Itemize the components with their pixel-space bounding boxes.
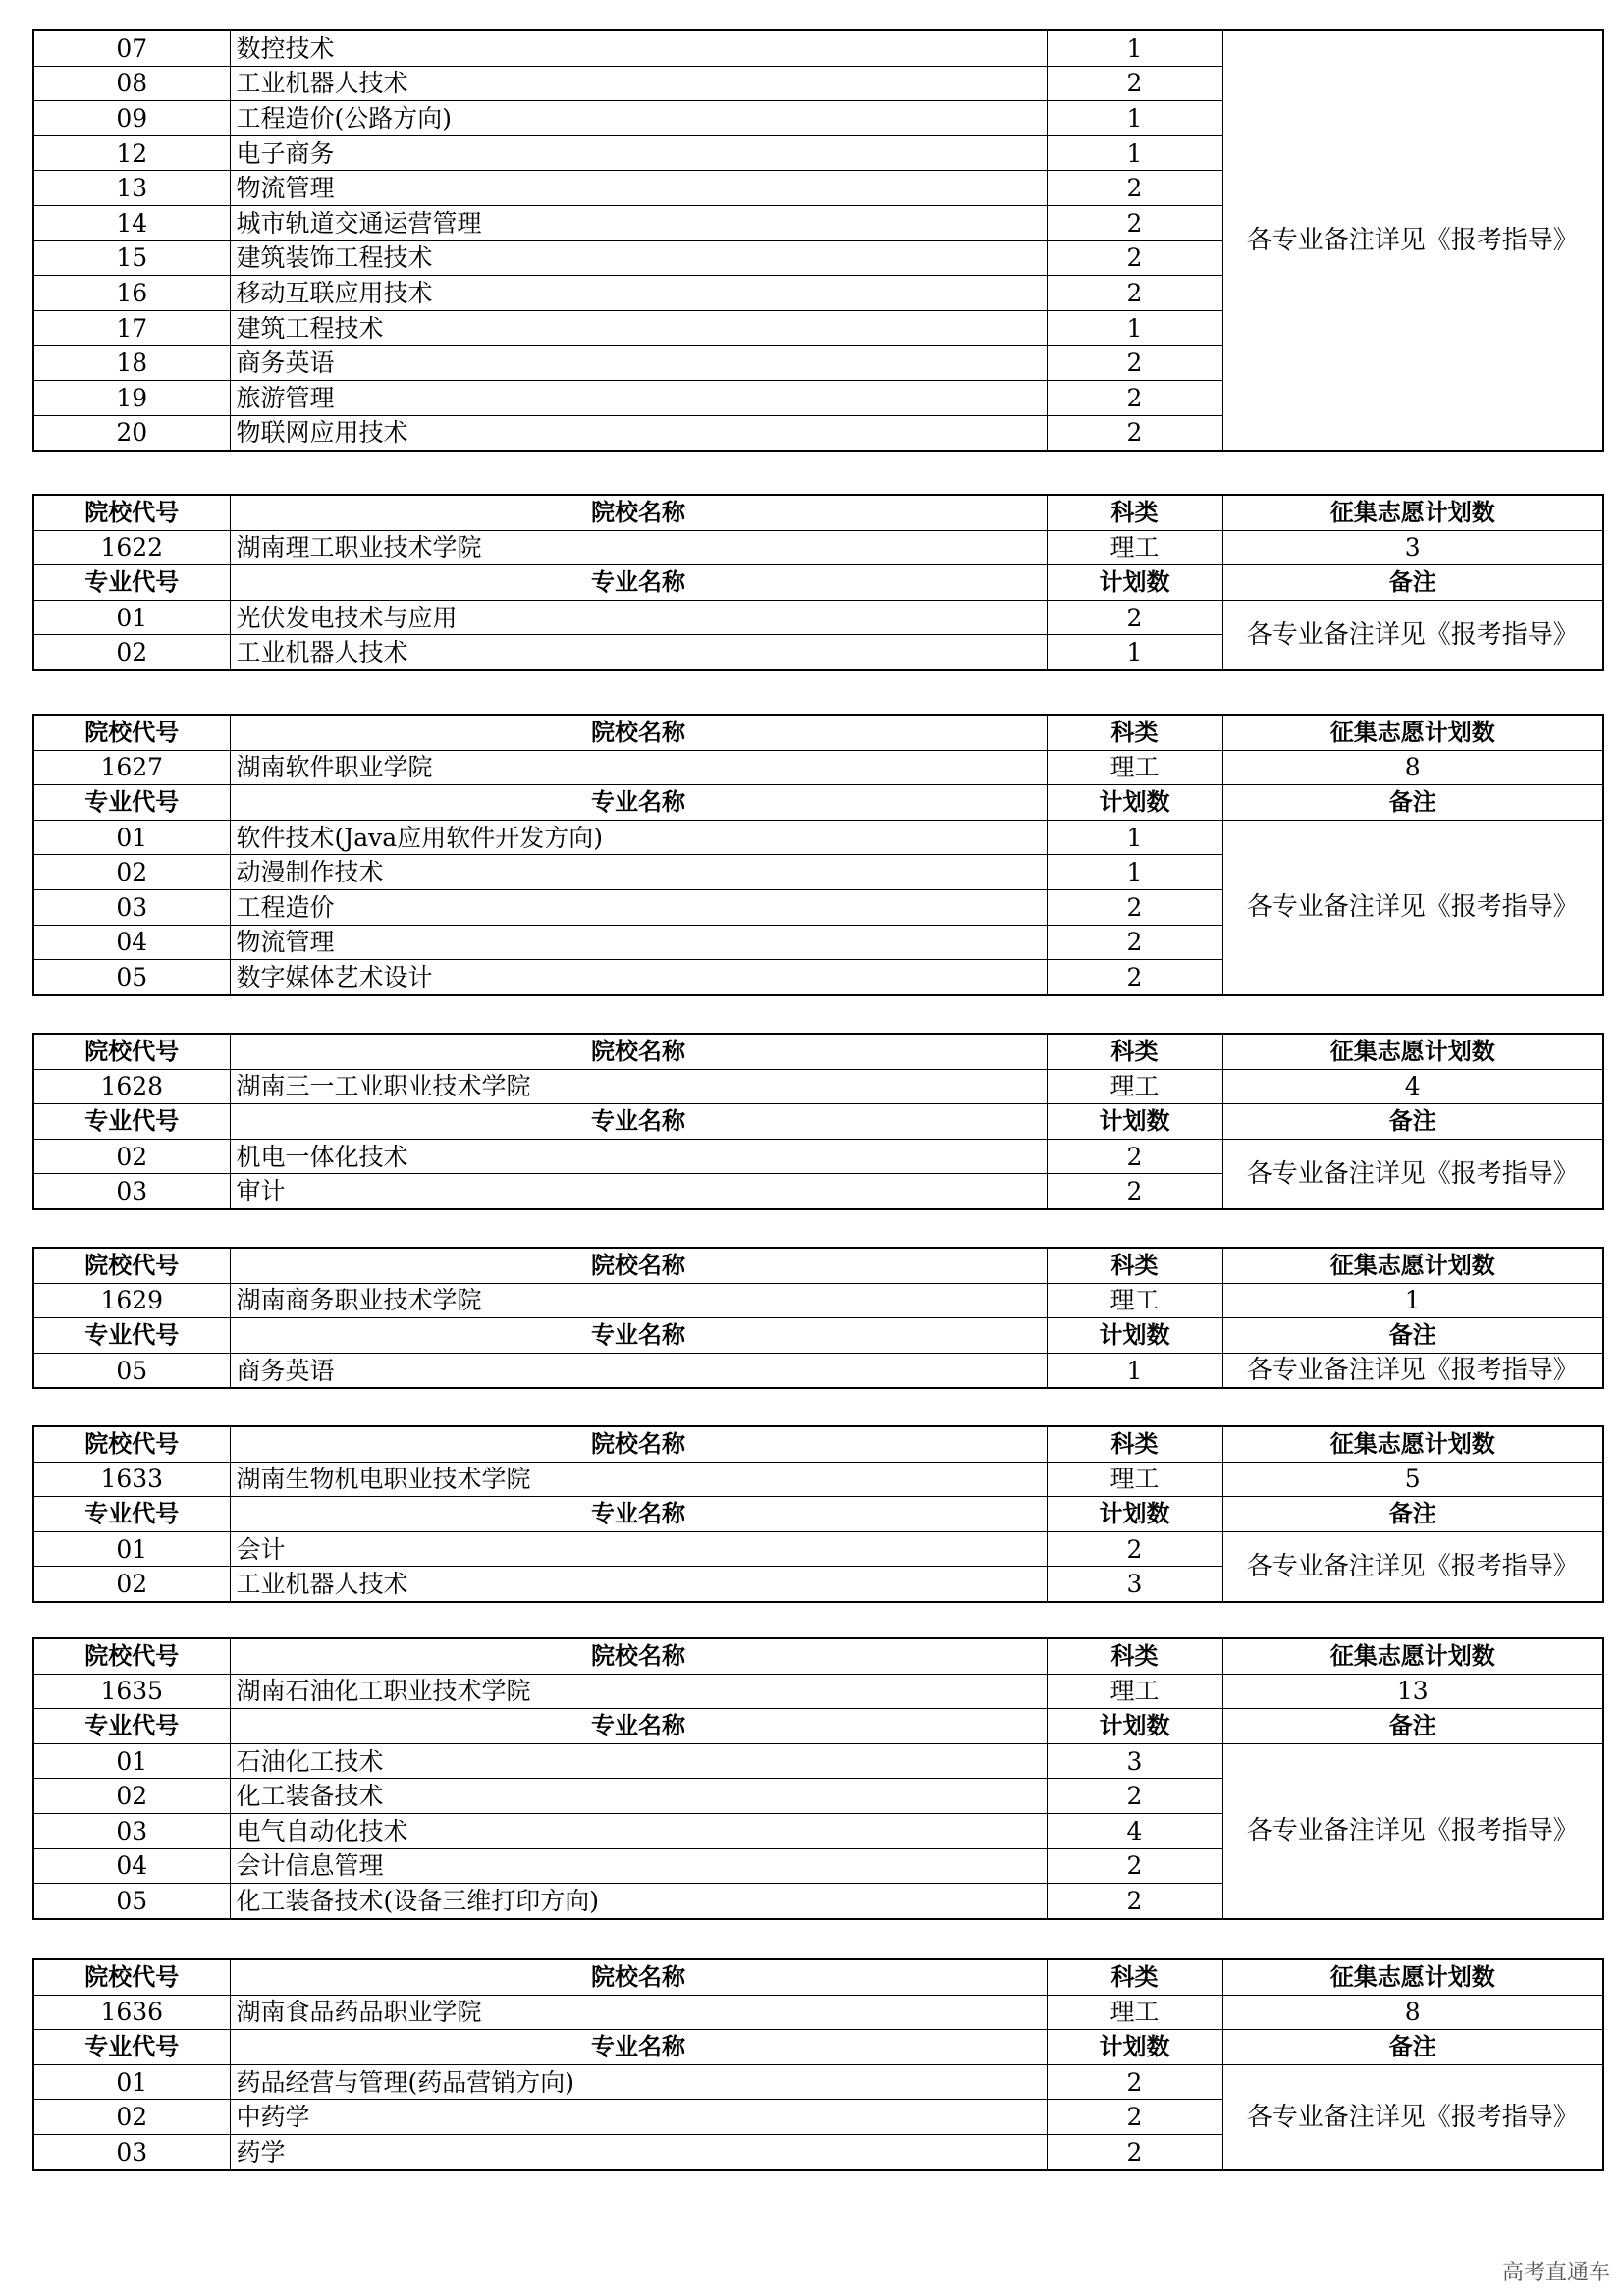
major-name-cell: 会计: [230, 1531, 1047, 1567]
major-row: [33, 600, 1603, 635]
major-name-cell: 工业机器人技术: [230, 635, 1047, 670]
plan-total-header: 征集志愿计划数: [1222, 1426, 1603, 1462]
major-plan-cell: 2: [1047, 2064, 1222, 2100]
major-plan-cell: 2: [1047, 205, 1222, 240]
major-plan-cell: 2: [1047, 380, 1222, 415]
school-code-header: 院校代号: [33, 1426, 230, 1462]
school-table: [32, 1958, 1604, 2171]
major-row: [33, 2064, 1603, 2100]
major-code-cell: 01: [33, 2064, 230, 2100]
category-cell: 理工: [1047, 750, 1222, 785]
plan-total-cell: 8: [1222, 1995, 1603, 2030]
major-code-cell: 02: [33, 635, 230, 670]
major-plan-cell: 1: [1047, 101, 1222, 136]
school-info-row: [33, 1674, 1603, 1709]
major-name-cell: 物流管理: [230, 925, 1047, 960]
major-plan-cell: 2: [1047, 1139, 1222, 1174]
major-name-cell: 化工装备技术: [230, 1779, 1047, 1814]
major-plan-cell: 2: [1047, 346, 1222, 381]
major-name-cell: 化工装备技术(设备三维打印方向): [230, 1884, 1047, 1919]
school-code-header: 院校代号: [33, 715, 230, 750]
school-info-row: [33, 1462, 1603, 1497]
school-code-cell: 1633: [33, 1462, 230, 1497]
school-name-header: 院校名称: [230, 1638, 1047, 1674]
school-code-cell: 1636: [33, 1995, 230, 2030]
major-name-cell: 药品经营与管理(药品营销方向): [230, 2064, 1047, 2100]
major-code-cell: 04: [33, 925, 230, 960]
school-table: [32, 494, 1604, 671]
major-plan-cell: 2: [1047, 1531, 1222, 1567]
school-code-header: 院校代号: [33, 1959, 230, 1995]
major-name-header: 专业名称: [230, 1318, 1047, 1354]
major-name-cell: 建筑工程技术: [230, 310, 1047, 346]
remark-header: 备注: [1222, 565, 1603, 601]
major-plan-cell: 2: [1047, 66, 1222, 101]
remark-cell: 各专业备注详见《报考指导》: [1222, 1353, 1603, 1388]
school-name-cell: 湖南软件职业学院: [230, 750, 1047, 785]
school-info-row: [33, 1283, 1603, 1318]
major-code-cell: 02: [33, 1567, 230, 1602]
plan-header: 计划数: [1047, 1104, 1222, 1140]
plan-header: 计划数: [1047, 1709, 1222, 1744]
major-code-header: 专业代号: [33, 785, 230, 821]
major-code-cell: 05: [33, 1884, 230, 1919]
major-header-row: [33, 2030, 1603, 2065]
plan-header: 计划数: [1047, 565, 1222, 601]
major-header-row: [33, 1318, 1603, 1354]
category-cell: 理工: [1047, 1283, 1222, 1318]
major-plan-cell: 3: [1047, 1743, 1222, 1779]
category-header: 科类: [1047, 1426, 1222, 1462]
major-plan-cell: 2: [1047, 2134, 1222, 2169]
category-header: 科类: [1047, 1959, 1222, 1995]
remark-cell: 各专业备注详见《报考指导》: [1222, 820, 1603, 994]
remark-header: 备注: [1222, 1318, 1603, 1354]
major-plan-cell: 2: [1047, 889, 1222, 925]
category-header: 科类: [1047, 1034, 1222, 1069]
category-cell: 理工: [1047, 1995, 1222, 2030]
major-code-cell: 18: [33, 346, 230, 381]
major-plan-cell: 2: [1047, 171, 1222, 206]
major-code-cell: 03: [33, 1813, 230, 1848]
major-row: [33, 1353, 1603, 1388]
school-name-header: 院校名称: [230, 1426, 1047, 1462]
major-header-row: [33, 785, 1603, 821]
major-name-cell: 动漫制作技术: [230, 855, 1047, 890]
major-name-cell: 商务英语: [230, 1353, 1047, 1388]
school-code-cell: 1629: [33, 1283, 230, 1318]
major-header-row: [33, 1709, 1603, 1744]
school-code-header: 院校代号: [33, 1638, 230, 1674]
plan-header: 计划数: [1047, 2030, 1222, 2065]
school-name-cell: 湖南理工职业技术学院: [230, 530, 1047, 565]
major-name-cell: 电气自动化技术: [230, 1813, 1047, 1848]
major-plan-cell: 1: [1047, 635, 1222, 670]
category-header: 科类: [1047, 1638, 1222, 1674]
major-name-cell: 商务英语: [230, 346, 1047, 381]
major-code-cell: 19: [33, 380, 230, 415]
school-name-header: 院校名称: [230, 715, 1047, 750]
major-name-cell: 药学: [230, 2134, 1047, 2169]
remark-cell: 各专业备注详见《报考指导》: [1222, 600, 1603, 670]
school-code-cell: 1628: [33, 1069, 230, 1104]
major-code-cell: 20: [33, 415, 230, 451]
school-header-row: [33, 1034, 1603, 1069]
school-name-cell: 湖南石油化工职业技术学院: [230, 1674, 1047, 1709]
category-cell: 理工: [1047, 1069, 1222, 1104]
major-code-cell: 15: [33, 240, 230, 276]
major-code-cell: 02: [33, 1779, 230, 1814]
remark-header: 备注: [1222, 1709, 1603, 1744]
major-name-cell: 机电一体化技术: [230, 1139, 1047, 1174]
school-info-row: [33, 1995, 1603, 2030]
plan-total-header: 征集志愿计划数: [1222, 1638, 1603, 1674]
major-name-cell: 工程造价: [230, 889, 1047, 925]
major-name-cell: 移动互联应用技术: [230, 276, 1047, 311]
plan-header: 计划数: [1047, 785, 1222, 821]
school-code-cell: 1627: [33, 750, 230, 785]
major-name-header: 专业名称: [230, 785, 1047, 821]
remark-cell: 各专业备注详见《报考指导》: [1222, 1743, 1603, 1918]
major-code-cell: 03: [33, 2134, 230, 2169]
major-code-header: 专业代号: [33, 565, 230, 601]
category-header: 科类: [1047, 1248, 1222, 1283]
major-name-cell: 审计: [230, 1174, 1047, 1209]
major-code-cell: 09: [33, 101, 230, 136]
major-name-cell: 工业机器人技术: [230, 66, 1047, 101]
major-plan-cell: 1: [1047, 310, 1222, 346]
plan-total-cell: 4: [1222, 1069, 1603, 1104]
major-name-cell: 数控技术: [230, 30, 1047, 66]
plan-total-cell: 13: [1222, 1674, 1603, 1709]
major-name-header: 专业名称: [230, 565, 1047, 601]
major-code-cell: 08: [33, 66, 230, 101]
remark-header: 备注: [1222, 785, 1603, 821]
major-code-cell: 13: [33, 171, 230, 206]
major-code-cell: 01: [33, 820, 230, 855]
major-plan-cell: 1: [1047, 855, 1222, 890]
major-code-cell: 12: [33, 135, 230, 171]
school-header-row: [33, 1248, 1603, 1283]
remark-header: 备注: [1222, 1104, 1603, 1140]
plan-total-header: 征集志愿计划数: [1222, 495, 1603, 530]
major-name-cell: 软件技术(Java应用软件开发方向): [230, 820, 1047, 855]
school-table: [32, 1637, 1604, 1920]
major-row: [33, 1531, 1603, 1567]
school-header-row: [33, 1959, 1603, 1995]
school-name-cell: 湖南生物机电职业技术学院: [230, 1462, 1047, 1497]
major-name-cell: 工业机器人技术: [230, 1567, 1047, 1602]
plan-total-header: 征集志愿计划数: [1222, 1248, 1603, 1283]
school-code-cell: 1635: [33, 1674, 230, 1709]
school-code-header: 院校代号: [33, 1034, 230, 1069]
major-code-cell: 02: [33, 1139, 230, 1174]
major-header-row: [33, 1497, 1603, 1532]
major-name-cell: 建筑装饰工程技术: [230, 240, 1047, 276]
major-name-header: 专业名称: [230, 2030, 1047, 2065]
major-header-row: [33, 1104, 1603, 1140]
major-plan-cell: 2: [1047, 1848, 1222, 1884]
remark-header: 备注: [1222, 2030, 1603, 2065]
school-name-cell: 湖南三一工业职业技术学院: [230, 1069, 1047, 1104]
school-header-row: [33, 1638, 1603, 1674]
school-code-header: 院校代号: [33, 1248, 230, 1283]
major-code-cell: 04: [33, 1848, 230, 1884]
major-plan-cell: 2: [1047, 240, 1222, 276]
major-plan-cell: 2: [1047, 600, 1222, 635]
school-table: [32, 1425, 1604, 1603]
major-code-header: 专业代号: [33, 1497, 230, 1532]
major-plan-cell: 1: [1047, 30, 1222, 66]
major-code-header: 专业代号: [33, 2030, 230, 2065]
school-name-header: 院校名称: [230, 1959, 1047, 1995]
major-name-cell: 会计信息管理: [230, 1848, 1047, 1884]
remark-cell: 各专业备注详见《报考指导》: [1222, 2064, 1603, 2169]
school-header-row: [33, 495, 1603, 530]
remark-cell: 各专业备注详见《报考指导》: [1222, 1531, 1603, 1602]
school-info-row: [33, 530, 1603, 565]
remark-cell: 各专业备注详见《报考指导》: [1222, 1139, 1603, 1209]
plan-total-cell: 8: [1222, 750, 1603, 785]
school-header-row: [33, 715, 1603, 750]
category-cell: 理工: [1047, 530, 1222, 565]
major-code-header: 专业代号: [33, 1104, 230, 1140]
major-name-cell: 数字媒体艺术设计: [230, 960, 1047, 995]
category-header: 科类: [1047, 495, 1222, 530]
major-plan-cell: 2: [1047, 960, 1222, 995]
major-name-cell: 光伏发电技术与应用: [230, 600, 1047, 635]
major-code-cell: 07: [33, 30, 230, 66]
major-name-cell: 电子商务: [230, 135, 1047, 171]
major-code-cell: 05: [33, 960, 230, 995]
major-code-cell: 01: [33, 1531, 230, 1567]
school-info-row: [33, 1069, 1603, 1104]
major-plan-cell: 3: [1047, 1567, 1222, 1602]
remark-cell: 各专业备注详见《报考指导》: [1222, 30, 1603, 451]
major-name-cell: 物联网应用技术: [230, 415, 1047, 451]
major-plan-cell: 1: [1047, 1353, 1222, 1388]
major-plan-cell: 1: [1047, 135, 1222, 171]
school-code-cell: 1622: [33, 530, 230, 565]
school-code-header: 院校代号: [33, 495, 230, 530]
major-row: [33, 820, 1603, 855]
major-header-row: [33, 565, 1603, 601]
major-code-cell: 14: [33, 205, 230, 240]
category-header: 科类: [1047, 715, 1222, 750]
school-name-cell: 湖南商务职业技术学院: [230, 1283, 1047, 1318]
plan-total-cell: 1: [1222, 1283, 1603, 1318]
plan-total-cell: 3: [1222, 530, 1603, 565]
major-row: [33, 1743, 1603, 1779]
major-plan-cell: 2: [1047, 415, 1222, 451]
major-name-cell: 石油化工技术: [230, 1743, 1047, 1779]
major-plan-cell: 2: [1047, 1779, 1222, 1814]
major-code-header: 专业代号: [33, 1709, 230, 1744]
major-name-header: 专业名称: [230, 1497, 1047, 1532]
watermark: 高考直通车: [1501, 2261, 1610, 2285]
major-plan-cell: 2: [1047, 2100, 1222, 2135]
major-row: [33, 30, 1603, 66]
major-plan-cell: 2: [1047, 1174, 1222, 1209]
major-name-cell: 城市轨道交通运营管理: [230, 205, 1047, 240]
school-name-cell: 湖南食品药品职业学院: [230, 1995, 1047, 2030]
major-code-cell: 01: [33, 600, 230, 635]
plan-total-header: 征集志愿计划数: [1222, 1034, 1603, 1069]
major-code-cell: 17: [33, 310, 230, 346]
major-name-cell: 工程造价(公路方向): [230, 101, 1047, 136]
plan-total-header: 征集志愿计划数: [1222, 1959, 1603, 1995]
plan-total-cell: 5: [1222, 1462, 1603, 1497]
school-name-header: 院校名称: [230, 1248, 1047, 1283]
category-cell: 理工: [1047, 1462, 1222, 1497]
major-name-cell: 中药学: [230, 2100, 1047, 2135]
school-name-header: 院校名称: [230, 495, 1047, 530]
category-cell: 理工: [1047, 1674, 1222, 1709]
major-plan-cell: 2: [1047, 1884, 1222, 1919]
major-code-cell: 02: [33, 855, 230, 890]
school-info-row: [33, 750, 1603, 785]
plan-header: 计划数: [1047, 1318, 1222, 1354]
continued-major-table: [32, 29, 1604, 452]
major-code-cell: 03: [33, 889, 230, 925]
plan-total-header: 征集志愿计划数: [1222, 715, 1603, 750]
major-code-cell: 16: [33, 276, 230, 311]
major-code-cell: 05: [33, 1353, 230, 1388]
plan-header: 计划数: [1047, 1497, 1222, 1532]
major-plan-cell: 2: [1047, 925, 1222, 960]
major-name-cell: 物流管理: [230, 171, 1047, 206]
major-plan-cell: 2: [1047, 276, 1222, 311]
school-header-row: [33, 1426, 1603, 1462]
major-code-cell: 03: [33, 1174, 230, 1209]
major-name-header: 专业名称: [230, 1709, 1047, 1744]
major-name-cell: 旅游管理: [230, 380, 1047, 415]
major-plan-cell: 4: [1047, 1813, 1222, 1848]
major-code-cell: 01: [33, 1743, 230, 1779]
major-name-header: 专业名称: [230, 1104, 1047, 1140]
remark-header: 备注: [1222, 1497, 1603, 1532]
school-table: [32, 1033, 1604, 1210]
major-plan-cell: 1: [1047, 820, 1222, 855]
school-name-header: 院校名称: [230, 1034, 1047, 1069]
major-row: [33, 1139, 1603, 1174]
school-table: [32, 1247, 1604, 1389]
school-table: [32, 714, 1604, 996]
major-code-cell: 02: [33, 2100, 230, 2135]
major-code-header: 专业代号: [33, 1318, 230, 1354]
